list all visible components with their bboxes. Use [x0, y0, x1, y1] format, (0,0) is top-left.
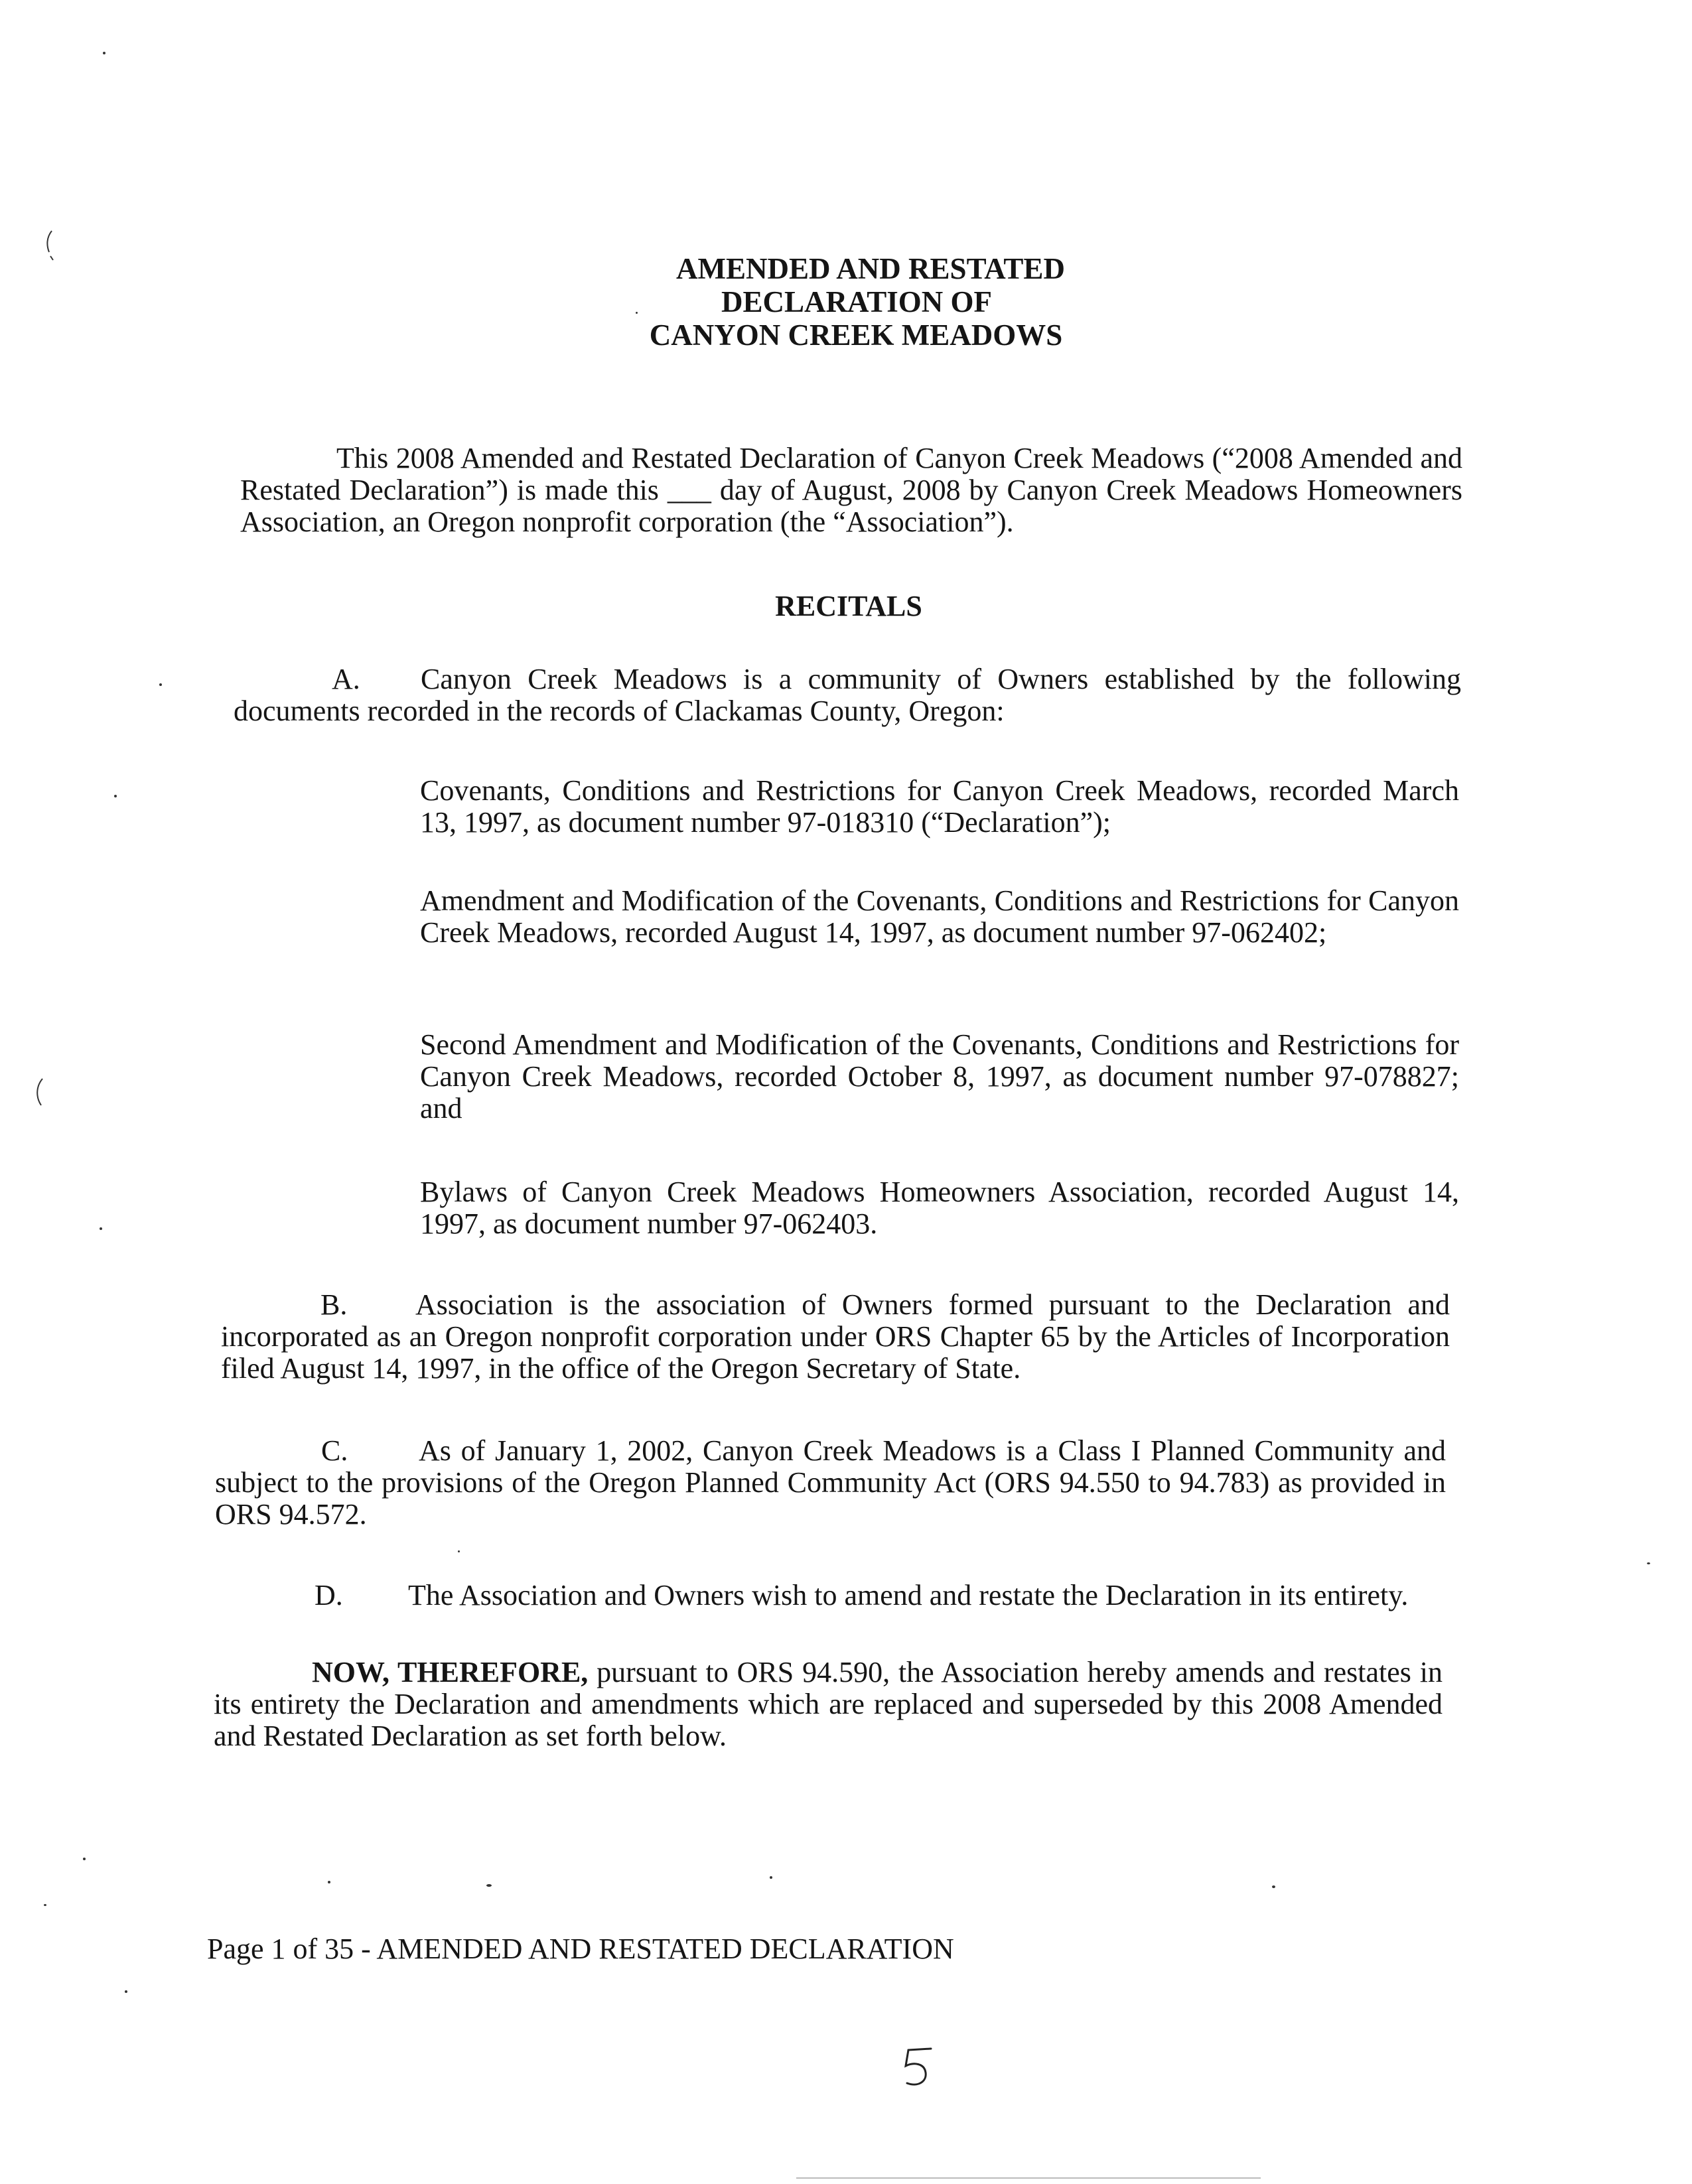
recorded-document-3: Second Amendment and Modification of the Covenants, Conditions and Restrictions for Canyon Creek Meadows, recorded October 8, 1997, as document number 97-078827; and [420, 1028, 1459, 1125]
recitals-heading: RECITALS [775, 590, 922, 622]
scan-artifact-mark [31, 1075, 50, 1115]
recital-a-text: Canyon Creek Meadows is a community of Owners established by the following documents recorded in the records of Clackamas County, Oregon: [234, 663, 1461, 727]
now-therefore-paragraph [214, 1657, 1443, 1752]
scan-speck [103, 52, 106, 54]
now-therefore-lead: NOW, THEREFORE, [312, 1656, 589, 1688]
scan-speck [159, 683, 162, 686]
title-line-1: AMENDED AND RESTATED [676, 252, 1065, 285]
recorded-document-1: Covenants, Conditions and Restrictions for Canyon Creek Meadows, recorded March 13, 1997, as document number 97-018310 (“Declaration”); [420, 774, 1459, 839]
scan-speck [458, 1550, 460, 1552]
scan-speck [1647, 1562, 1650, 1564]
now-therefore-text: pursuant to ORS 94.590, the Association hereby amends and restates in its entirety the Declaration and amendments which are replaced and superseded by this 2008 Amended and Restated Declaration as set forth below. [214, 1656, 1443, 1752]
recital-c-text: As of January 1, 2002, Canyon Creek Meadows is a Class I Planned Community and subject to the provisions of the Oregon Planned Community Act (ORS 94.550 to 94.783) as provided in ORS 94.572. [215, 1434, 1446, 1531]
scan-speck [636, 312, 638, 314]
recorded-document-2: Amendment and Modification of the Covenants, Conditions and Restrictions for Canyon Creek Meadows, recorded August 14, 1997, as document number 97-062402; [420, 884, 1459, 949]
scan-speck [83, 1858, 86, 1860]
recital-a-letter: A. [332, 663, 360, 695]
scan-edge-line [796, 2177, 1261, 2179]
scan-speck [44, 1904, 46, 1906]
scan-speck [1272, 1885, 1275, 1888]
page-footer: Page 1 of 35 - AMENDED AND RESTATED DECLARATION [207, 1933, 954, 1965]
scan-speck [125, 1990, 127, 1993]
recital-d-text: The Association and Owners wish to amend and restate the Declaration in its entirety. [408, 1579, 1409, 1611]
recital-b-letter: B. [320, 1288, 348, 1321]
scan-speck [114, 795, 117, 797]
intro-paragraph [240, 443, 1462, 538]
recital-c-letter: C. [321, 1434, 348, 1467]
recital-c [215, 1435, 1446, 1531]
document-title [0, 252, 1692, 352]
scan-speck [770, 1876, 772, 1879]
scan-artifact-mark [40, 226, 60, 265]
handwritten-page-mark [899, 2043, 939, 2090]
recital-d-letter: D. [315, 1579, 343, 1611]
recorded-document-4: Bylaws of Canyon Creek Meadows Homeowners Association, recorded August 14, 1997, as document number 97-062403. [420, 1176, 1459, 1240]
scan-speck [486, 1884, 492, 1887]
intro-text: This 2008 Amended and Restated Declaration of Canyon Creek Meadows (“2008 Amended and Restated Declaration”) is made this ___ day of August, 2008 by Canyon Creek Meadows Homeowners Association, an Oregon nonprofit corporation (the “Association”). [240, 442, 1462, 538]
scan-speck [328, 1881, 330, 1883]
recital-b-text: Association is the association of Owners formed pursuant to the Declaration and incorporated as an Oregon nonprofit corporation under ORS Chapter 65 by the Articles of Incorporation filed August 14, 1997, in the office of the Oregon Secretary of State. [221, 1288, 1450, 1385]
recital-b [221, 1289, 1450, 1385]
title-line-3: CANYON CREEK MEADOWS [649, 318, 1063, 352]
scan-speck [100, 1227, 102, 1230]
title-line-2: DECLARATION OF [721, 285, 992, 318]
recital-a [234, 663, 1461, 727]
